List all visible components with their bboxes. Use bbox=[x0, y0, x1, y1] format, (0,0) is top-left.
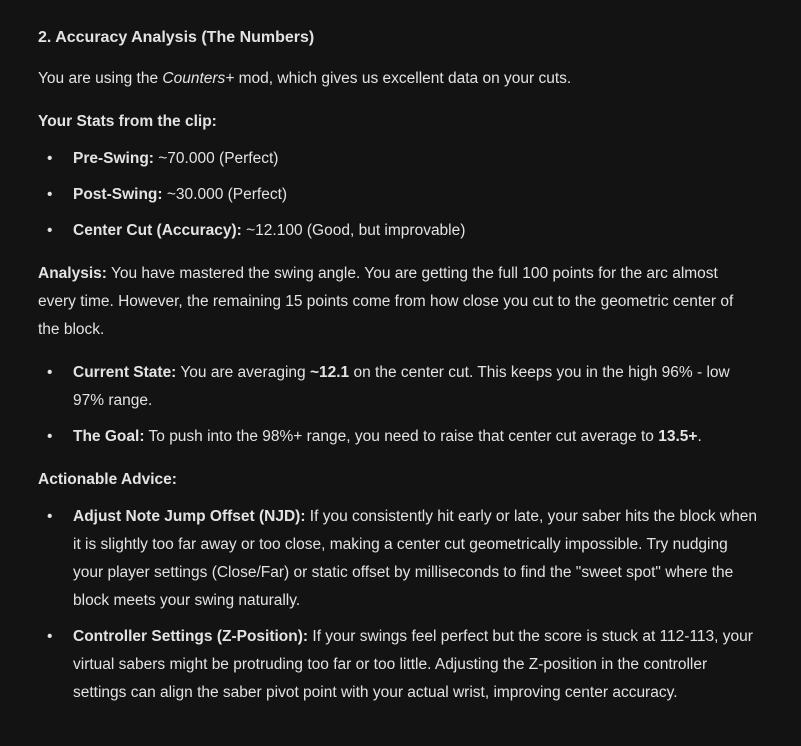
advice-list bbox=[38, 503, 758, 707]
current-state-text-end: on the center cut. This keeps you in the high 96% - low 97% range. bbox=[73, 364, 730, 409]
response-content bbox=[38, 24, 758, 722]
advice-title: Adjust Note Jump Offset (NJD): bbox=[73, 508, 306, 525]
analysis-paragraph bbox=[38, 260, 758, 344]
advice-text: If your swings feel perfect but the score is stuck at 112-113, your virtual sabers might be protruding too far or too little. Adjusting the Z-position in the controller settings can align the saber pivot point with your actual wrist, improving center accuracy. bbox=[73, 628, 753, 701]
goal-text: To push into the 98%+ range, you need to raise that center cut average to bbox=[144, 428, 659, 445]
bullet-icon: • bbox=[47, 222, 53, 239]
list-item bbox=[38, 145, 758, 173]
stat-label: Pre-Swing: bbox=[73, 150, 154, 167]
list-item bbox=[38, 217, 758, 245]
analysis-text: You have mastered the swing angle. You are getting the full 100 points for the arc almost every time. However, the remaining 15 points come from how close you cut to the geometric center of the block. bbox=[38, 265, 734, 338]
stats-label: Your Stats from the clip: bbox=[38, 113, 217, 130]
current-state-value: ~12.1 bbox=[309, 364, 350, 381]
stat-value: ~30.000 (Perfect) bbox=[162, 186, 288, 203]
stats-list bbox=[38, 145, 758, 245]
intro-before: You are using the bbox=[38, 70, 163, 87]
goal-value: 13.5+ bbox=[658, 428, 698, 445]
bullet-icon: • bbox=[47, 150, 53, 167]
advice-title: Controller Settings (Z-Position): bbox=[73, 628, 309, 645]
advice-label: Actionable Advice: bbox=[38, 471, 177, 488]
list-item bbox=[38, 359, 758, 415]
advice-text: If you consistently hit early or late, your saber hits the block when it is slightly too far away or too close, making a center cut geometrically impossible. Try nudging your player settings (Close/Far) or static offset by milliseconds to find the "sweet spot" where the block meets your swing naturally. bbox=[73, 508, 757, 609]
analysis-list bbox=[38, 359, 758, 451]
current-state-text: You are averaging bbox=[176, 364, 310, 381]
list-item bbox=[38, 503, 758, 615]
current-state-label: Current State: bbox=[73, 364, 177, 381]
stat-value: ~12.100 (Good, but improvable) bbox=[241, 222, 466, 239]
bullet-icon: • bbox=[47, 428, 53, 445]
bullet-icon: • bbox=[47, 628, 53, 645]
bullet-icon: • bbox=[47, 186, 53, 203]
goal-label: The Goal: bbox=[73, 428, 145, 445]
stat-label: Post-Swing: bbox=[73, 186, 163, 203]
bullet-icon: • bbox=[47, 508, 53, 525]
list-item bbox=[38, 623, 758, 707]
intro-paragraph bbox=[38, 65, 758, 93]
analysis-label: Analysis: bbox=[38, 265, 107, 282]
intro-after: mod, which gives us excellent data on your cuts. bbox=[234, 70, 572, 87]
section-heading: 2. Accuracy Analysis (The Numbers) bbox=[38, 29, 315, 46]
stat-label: Center Cut (Accuracy): bbox=[73, 222, 242, 239]
list-item bbox=[38, 423, 758, 451]
goal-text-end: . bbox=[697, 428, 702, 445]
bullet-icon: • bbox=[47, 364, 53, 381]
stat-value: ~70.000 (Perfect) bbox=[153, 150, 279, 167]
mod-name: Counters+ bbox=[162, 70, 235, 87]
list-item bbox=[38, 181, 758, 209]
